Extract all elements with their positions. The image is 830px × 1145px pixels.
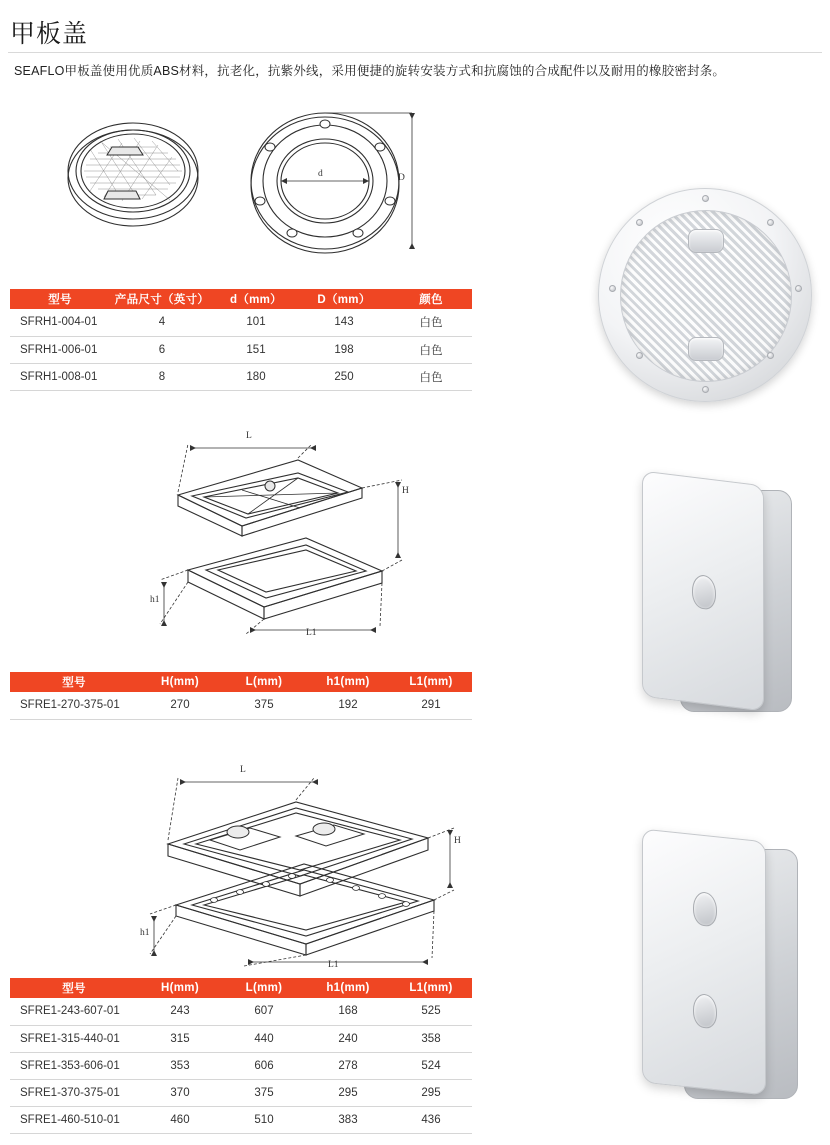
cell-d: 151: [214, 336, 298, 363]
table-row: [10, 309, 472, 336]
cell-h1: 278: [306, 1052, 390, 1079]
col-D: D（mm）: [298, 289, 390, 309]
table-row: [10, 336, 472, 363]
cell-L: 375: [222, 692, 306, 719]
cell-color: 白色: [390, 309, 472, 336]
col-H: H(mm): [138, 672, 222, 692]
cell-L: 606: [222, 1052, 306, 1079]
cell-model: SFRE1-270-375-01: [10, 692, 138, 719]
cell-L1: 525: [390, 998, 472, 1025]
rect-dim-L-label: L: [240, 765, 246, 775]
cell-d: 180: [214, 363, 298, 390]
col-H: H(mm): [138, 978, 222, 998]
cell-h1: 240: [306, 1025, 390, 1052]
cell-L1: 524: [390, 1052, 472, 1079]
square-dim-H-label: H: [402, 486, 409, 496]
table-header-row: [10, 672, 472, 692]
cell-H: 270: [138, 692, 222, 719]
table-row: [10, 998, 472, 1025]
square-dim-L-label: L: [246, 431, 252, 441]
cell-L1: 358: [390, 1025, 472, 1052]
col-color: 颜色: [390, 289, 472, 309]
square-hatch-table: [10, 672, 472, 720]
cell-color: 白色: [390, 336, 472, 363]
table-row: [10, 1025, 472, 1052]
square-hatch-drawing: [130, 430, 460, 645]
cell-L1: 291: [390, 692, 472, 719]
rect-hatch-table: [10, 978, 472, 1134]
round-dim-D-label: D: [398, 173, 405, 183]
col-L: L(mm): [222, 978, 306, 998]
rect-dim-H-label: H: [454, 836, 461, 846]
page-title: 甲板盖: [10, 20, 89, 48]
cell-H: 460: [138, 1106, 222, 1133]
col-h1: h1(mm): [306, 978, 390, 998]
rect-dim-h1-label: h1: [140, 928, 150, 938]
cell-D: 250: [298, 363, 390, 390]
cell-size: 8: [110, 363, 214, 390]
table-row: [10, 692, 472, 719]
cell-D: 198: [298, 336, 390, 363]
table-row: [10, 1106, 472, 1133]
cell-model: SFRE1-460-510-01: [10, 1106, 138, 1133]
cell-d: 101: [214, 309, 298, 336]
table-row: [10, 1079, 472, 1106]
col-L1: L1(mm): [390, 672, 472, 692]
cell-h1: 192: [306, 692, 390, 719]
cell-L: 375: [222, 1079, 306, 1106]
table-header-row: [10, 978, 472, 998]
cell-L: 607: [222, 998, 306, 1025]
cell-size: 4: [110, 309, 214, 336]
col-model: 型号: [10, 978, 138, 998]
col-h1: h1(mm): [306, 672, 390, 692]
round-hatch-table: [10, 289, 472, 391]
cell-H: 353: [138, 1052, 222, 1079]
table-row: [10, 363, 472, 390]
col-size: 产品尺寸（英寸）: [110, 289, 214, 309]
cell-D: 143: [298, 309, 390, 336]
cell-model: SFRE1-353-606-01: [10, 1052, 138, 1079]
col-L: L(mm): [222, 672, 306, 692]
cell-L1: 436: [390, 1106, 472, 1133]
table-row: [10, 1052, 472, 1079]
rect-dim-L1-label: L1: [328, 960, 339, 970]
square-dim-h1-label: h1: [150, 595, 160, 605]
product-intro-text: SEAFLO甲板盖使用优质ABS材料，抗老化，抗紫外线，采用便捷的旋转安装方式和抗腐蚀的合成配件以及耐用的橡胶密封条。: [14, 64, 726, 78]
square-dim-L1-label: L1: [306, 628, 317, 638]
cell-h1: 295: [306, 1079, 390, 1106]
cell-L: 440: [222, 1025, 306, 1052]
rect-hatch-drawing: [128, 760, 468, 970]
cell-L: 510: [222, 1106, 306, 1133]
col-model: 型号: [10, 672, 138, 692]
round-dim-d-label: d: [318, 169, 323, 179]
cell-model: SFRH1-004-01: [10, 309, 110, 336]
title-divider: [8, 52, 822, 53]
cell-H: 315: [138, 1025, 222, 1052]
cell-H: 370: [138, 1079, 222, 1106]
cell-model: SFRH1-006-01: [10, 336, 110, 363]
cell-model: SFRE1-370-375-01: [10, 1079, 138, 1106]
col-L1: L1(mm): [390, 978, 472, 998]
cell-size: 6: [110, 336, 214, 363]
cell-L1: 295: [390, 1079, 472, 1106]
cell-H: 243: [138, 998, 222, 1025]
round-hatch-drawing: [60, 105, 420, 270]
cell-color: 白色: [390, 363, 472, 390]
table-header-row: [10, 289, 472, 309]
col-model: 型号: [10, 289, 110, 309]
cell-model: SFRE1-315-440-01: [10, 1025, 138, 1052]
cell-model: SFRH1-008-01: [10, 363, 110, 390]
cell-model: SFRE1-243-607-01: [10, 998, 138, 1025]
cell-h1: 383: [306, 1106, 390, 1133]
cell-h1: 168: [306, 998, 390, 1025]
col-d: d（mm）: [214, 289, 298, 309]
